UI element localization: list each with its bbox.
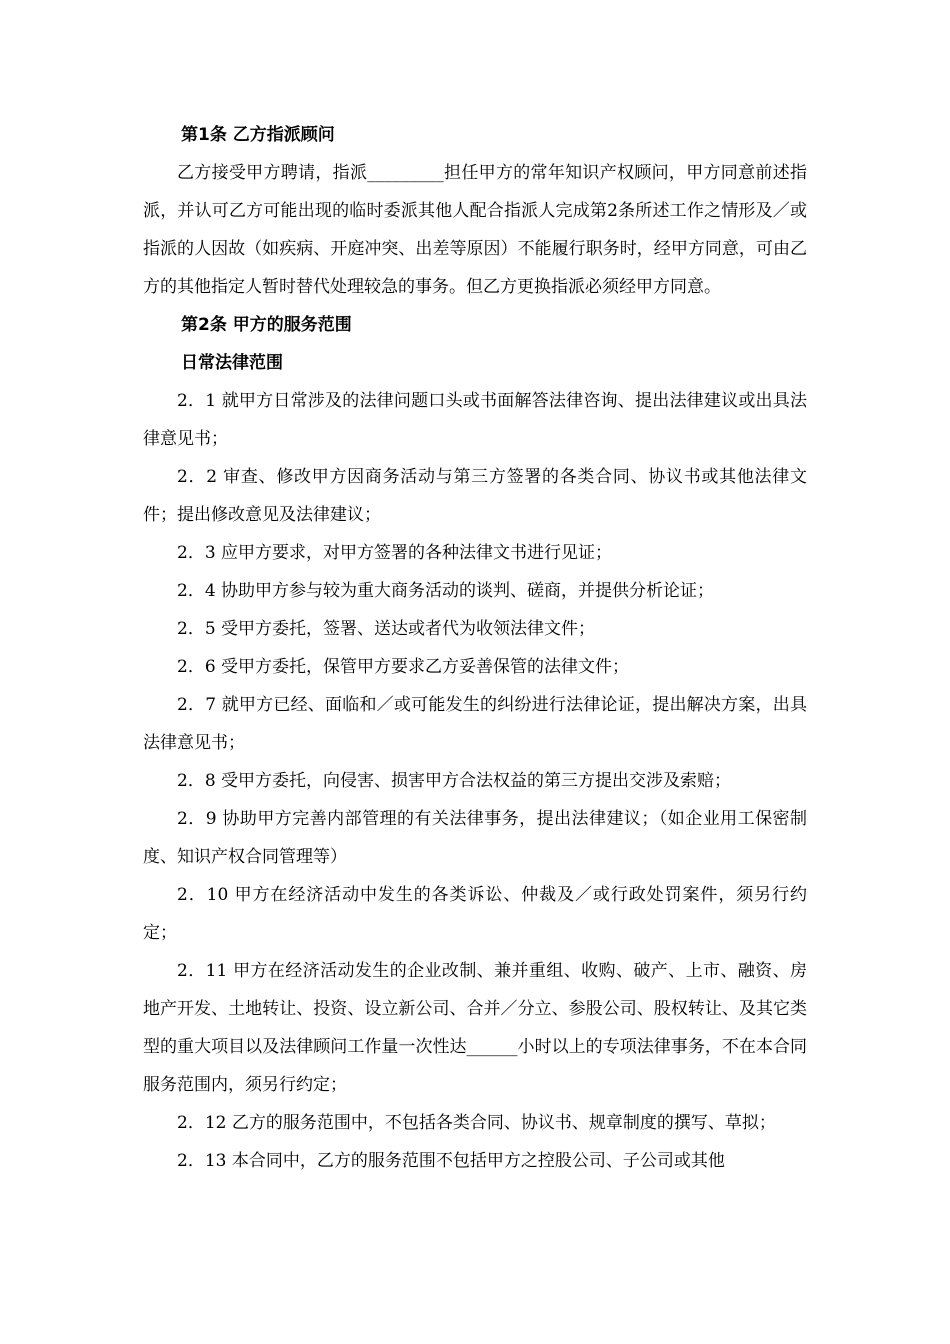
clause-2-3: 2．3 应甲方要求，对甲方签署的各种法律文书进行见证； [177,543,613,563]
section-2-subheading: 日常法律范围 [181,353,283,373]
document-body [143,116,807,1180]
clause-2-5: 2．5 受甲方委托，签署、送达或者代为收领法律文件； [177,619,596,639]
clause-2-7: 2．7 就甲方已经、面临和／或可能发生的纠纷进行法律论证，提出解决方案，出具法律意见书； [143,695,807,753]
clause-2-13: 2．13 本合同中，乙方的服务范围不包括甲方之控股公司、子公司或其他 [177,1151,725,1171]
clause-2-12: 2．12 乙方的服务范围中，不包括各类合同、协议书、规章制度的撰写、草拟； [177,1113,776,1133]
clause-2-9: 2．9 协助甲方完善内部管理的有关法律事务，提出法律建议；（如企业用工保密制度、知识产权合同管理等） [143,809,807,867]
section-1-paragraph: 乙方接受甲方聘请，指派_________担任甲方的常年知识产权顾问，甲方同意前述指派，并认可乙方可能出现的临时委派其他人配合指派人完成第2条所述工作之情形及／或指派的人因故（如疾病、开庭冲突、出差等原因）不能履行职务时，经甲方同意，可由乙方的其他指定人暂时替代处理较急的事务。但乙方更换指派必须经甲方同意。 [143,163,807,297]
clause-2-6: 2．6 受甲方委托，保管甲方要求乙方妥善保管的法律文件； [177,657,630,677]
clause-2-1: 2．1 就甲方日常涉及的法律问题口头或书面解答法律咨询、提出法律建议或出具法律意见书； [143,391,807,449]
clause-2-2: 2．2 审查、修改甲方因商务活动与第三方签署的各类合同、协议书或其他法律文件；提出修改意见及法律建议； [143,467,807,525]
clause-2-10: 2．10 甲方在经济活动中发生的各类诉讼、仲裁及／或行政处罚案件，须另行约定； [143,885,807,943]
section-1-heading: 第1条 乙方指派顾问 [181,125,335,145]
clause-2-4: 2．4 协助甲方参与较为重大商务活动的谈判、磋商，并提供分析论证； [177,581,715,601]
clause-2-11: 2．11 甲方在经济活动发生的企业改制、兼并重组、收购、破产、上市、融资、房地产开发、土地转让、投资、设立新公司、合并／分立、参股公司、股权转让、及其它类型的重大项目以及法律顾问工作量一次性达______小时以上的专项法律事务，不在本合同服务范围内，须另行约定； [143,961,807,1095]
section-2-heading: 第2条 甲方的服务范围 [181,315,352,335]
clause-2-8: 2．8 受甲方委托，向侵害、损害甲方合法权益的第三方提出交涉及索赔； [177,771,732,791]
